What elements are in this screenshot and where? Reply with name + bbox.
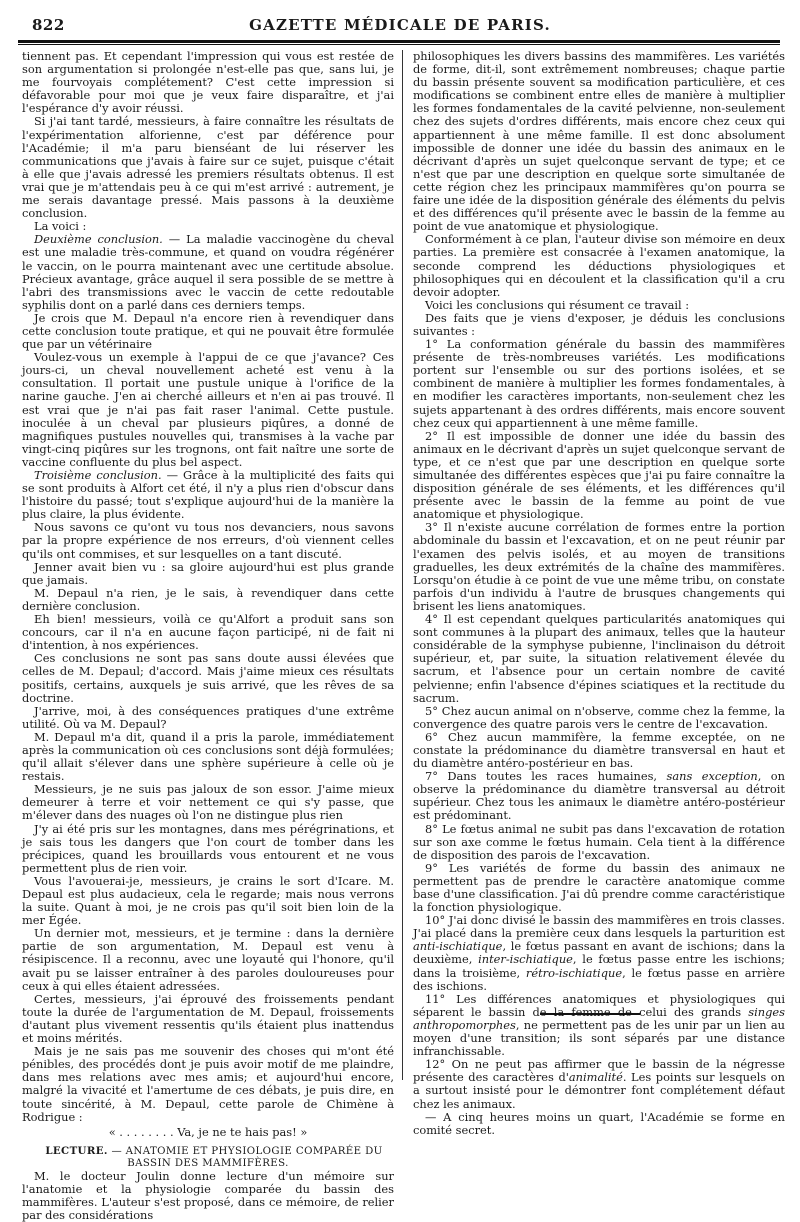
italic-run: rétro-ischiatique (525, 965, 623, 980)
conclusion-item: 8° Le fœtus animal ne subit pas dans l'excavation de rotation sur son axe comme le fœtus humain. Cela tient à la différence de disposition des parois de l'excavation. (413, 821, 785, 862)
paragraph-third-conclusion (22, 469, 394, 521)
italic-run: anti-ischiatique (413, 939, 503, 954)
italic-run: inter-ischiatique (478, 952, 573, 967)
column-divider (402, 50, 403, 1080)
paragraph: philosophiques les divers bassins des mammifères. Les variétés de forme, dit-il, sont extrêmement nombreuses; chaque partie du bassin présente souvent sa modification particulière, et ces modifications se combinent entre elles de manière à multiplier les formes fondamentales de la cavité pelvienne, non-seulement chez des sujets d'ordres différents, mais encore chez ceux qui appartiennent à une même famille. Il est donc absolument impossible de donner une idée du bassin des animaux en le décrivant d'après un sujet quelconque servant de type; et ce n'est que par une description en quelque sorte simultanée de cette région chez les principaux mammifères qu'on pourra se faire une idée de la disposition générale des éléments du pelvis et des différences qu'il présente avec le bassin de la femme au point de vue anatomique et physiologique. (413, 49, 785, 234)
text-run: , le fœtus passe en arrière des ischions. (413, 965, 785, 993)
paragraph: J'y ai été pris sur les montagnes, dans mes pérégrinations, et je sais tous les dangers que l'on court de tomber dans les précipices, quand les brouillards vous entourent et ne vous permettent plus de rien voir. (22, 821, 394, 875)
paragraph: Mais je ne sais pas me souvenir des choses qui m'ont été pénibles, des procédés dont je puis avoir motif de me plaindre, dans mes relations avec mes amis; et aujourd'hui encore, malgré la vivacité et l'amertume de ces débats, je puis dire, en toute sincérité, à M. Depaul, cette parole de Chimène à Rodrigue : (22, 1044, 394, 1124)
left-column (22, 49, 394, 1222)
conclusion-item: 2° Il est impossible de donner une idée du bassin des animaux en le décrivant d'après un sujet quelconque servant de type, et ce n'est que par une description en quelque sorte simultanée des différentes espèces que j'ai pu faire connaître la disposition générale de ses éléments, et les différences qu'il présente avec le bassin de la femme au point de vue anatomique et physiologique. (413, 428, 785, 522)
text-run: , ne permettent pas de les unir par un lien au moyen d'une transition; ils sont séparés par une distance infranchissable. (413, 1017, 785, 1059)
text-run: , le fœtus passe entre les ischions; dans la troisième, (413, 952, 785, 980)
conclusion-item: 6° Chez aucun mammifère, la femme exceptée, on ne constate la prédominance du diamètre transversal en haut et du diamètre antéro-postérieur en bas. (413, 729, 785, 771)
conclusion-item: 5° Chez aucun animal on n'observe, comme chez la femme, la convergence des quatre parois vers le centre de l'excavation. (413, 703, 785, 731)
end-rule (540, 1013, 640, 1015)
conclusion-text: — La maladie vaccinogène du cheval est une maladie très-commune, et quand on voudra régénérer le vaccin, on le pourra maintenant avec une certitude absolue. Précieux avantage, grâce auquel il sera possible de se mettre à l'abri des transmissions avec le vaccin de cette redoutable syphilis dont on a parlé dans ces derniers temps. (22, 232, 394, 312)
paragraph: Voulez-vous un exemple à l'appui de ce que j'avance? Ces jours-ci, un cheval nouvellement acheté est venu à la consultation. Il portait une pustule unique à l'orifice de la narine gauche. J'en ai cherché ailleurs et n'en ai pas trouvé. Il est vrai que je n'ai pas fait raser l'animal. Cette pustule. inoculée à un cheval par plusieurs piqûres, a donné de magnifiques pustules nouvelles qui, transmises à la vache par vingt-cinq piqûres sur les trognons, ont fait naître une sorte de vaccine confluente du plus bel aspect. (22, 350, 394, 469)
header-rule-thin (18, 44, 780, 45)
paragraph-closing: — A cinq heures moins un quart, l'Académie se forme en comité secret. (413, 1109, 785, 1137)
text-run: 11° Les différences anatomiques et physiologiques qui séparent le bassin de la femme de celui des grands (413, 991, 785, 1019)
paragraph: Eh bien! messieurs, voilà ce qu'Alfort a produit sans son concours, car il n'a en aucune façon participé, ni de fait ni d'intention, à nos expériences. (22, 612, 394, 653)
paragraph: Messieurs, je ne suis pas jaloux de son essor. J'aime mieux demeurer à terre et voir nettement ce qui s'y passe, que m'élever dans des nuages où l'on ne distingue plus rien (22, 782, 394, 823)
text-run: 7° Dans toutes les races humaines, (425, 769, 667, 784)
page-header (18, 8, 782, 36)
paragraph: Un dernier mot, messieurs, et je termine : dans la dernière partie de son argumentation, M. Depaul est venu à résipiscence. Il a reconnu, avec une loyauté qui l'honore, qu'il avait pu se laisser entraîner à des paroles douloureuses pour ceux à qui elles étaient adressées. (22, 926, 394, 993)
paragraph: tiennent pas. Et cependant l'impression qui vous est restée de son argumentation si prolongée n'est-elle pas que, sans lui, je me fourvoyais complétement? C'est cette impression si défavorable pour moi que je veux faire disparaître, et j'ai l'espérance d'y avoir réussi. (22, 49, 394, 116)
text-run: 12° On ne peut pas affirmer que le bassin de la négresse présente des caractères d' (413, 1057, 785, 1085)
paragraph-second-conclusion (22, 233, 394, 312)
paragraph: Ces conclusions ne sont pas sans doute aussi élevées que celles de M. Depaul; d'accord. Mais j'aime mieux ces résultats positifs, certains, auxquels je suis arrivé, que les rêves de sa doctrine. (22, 651, 394, 705)
paragraph: Certes, messieurs, j'ai éprouvé des froissements pendant toute la durée de l'argumentation de M. Depaul, froissements d'autant plus vivement ressentis qu'ils étaient plus inattendus et moins mérités. (22, 991, 394, 1046)
italic-run: animalité (568, 1070, 623, 1085)
running-title: GAZETTE MÉDICALE DE PARIS. (249, 16, 551, 34)
conclusion-item (413, 914, 785, 993)
conclusion-item: 1° La conformation générale du bassin des mammifères présente de très-nombreuses variétés. Les modifications portent sur l'ensemble ou sur des portions isolées, et se combinent de manière à multiplier les formes fondamentales, à en modifier les caractères importants, non-seulement chez les sujets appartenant à des ordres différents, mais encore souvent chez ceux qui appartiennent à une même famille. (413, 337, 785, 430)
conclusion-item: 3° Il n'existe aucune corrélation de formes entre la portion abdominale du bassin et l'excavation, et on ne peut réunir par l'examen des pelvis isolés, et au moyen de transitions graduelles, les deux extrémités de la chaîne des mammifères. Lorsqu'on étudie à ce point de vue une même tribu, on constate parfois d'un individu à l'autre de brusques changements qui brisent les liens anatomiques. (413, 520, 785, 613)
italic-run: singes anthropomorphes (413, 1004, 785, 1032)
conclusion-text: — Grâce à la multiplicité des faits qui se sont produits à Alfort cet été, il n'y a plus rien d'obscur dans l'histoire du passé; tout s'explique aujourd'hui de la manière la plus claire, la plus évidente. (22, 468, 394, 522)
paragraph: M. le docteur Joulin donne lecture d'un mémoire sur l'anatomie et la physiologie comparée du bassin des mammifères. L'auteur s'est proposé, dans ce mémoire, de relier par des considérations (22, 1168, 394, 1222)
conclusion-item (413, 1058, 785, 1110)
paragraph: La voici : (34, 219, 87, 234)
paragraph: Si j'ai tant tardé, messieurs, à faire connaître les résultats de l'expérimentation alforienne, c'est par déférence pour l'Académie; il m'a paru bienséant de lui réserver les communications que j'avais à faire sur ce sujet, puisque c'était à elle que j'avais adressé les premiers résultats obtenus. Il est vrai que je m'attendais peu à ce qui m'est arrivé : autrement, je me serais davantage pressé. Mais passons à la deuxième conclusion. (22, 114, 394, 221)
conclusion-item: 4° Il est cependant quelques particularités anatomiques qui sont communes à la plupart des animaux, telles que la hauteur considérable de la symphyse pubienne, l'inclinaison du détroit supérieur, et, par suite, la situation relativement élevée du sacrum, et l'absence pour un certain nombre de cavité pelvienne; enfin l'absence d'épines sciatiques et la rectitude du sacrum. (413, 612, 785, 705)
conclusion-heading: Deuxième conclusion. (34, 232, 163, 247)
paragraph: Des faits que je viens d'exposer, je déduis les conclusions suivantes : (413, 310, 785, 338)
paragraph: Voici les conclusions qui résument ce travail : (425, 297, 690, 312)
conclusion-item (413, 770, 785, 822)
conclusion-item: 9° Les variétés de forme du bassin des animaux ne permettent pas de prendre le caractère anatomique comme base d'une classification. J'ai dû prendre comme caractéristique la fonction physiologique. (413, 860, 785, 915)
conclusion-heading: Troisième conclusion. (34, 468, 162, 482)
paragraph: Je crois que M. Depaul n'a encore rien à revendiquer dans cette conclusion toute pratique, et qui ne pouvait être formulée que par un vétérinaire (22, 310, 394, 352)
right-column (413, 49, 786, 1137)
italic-run: sans exception (666, 769, 758, 784)
text-run: . Les points sur lesquels on a surtout insisté pour le démontrer font complétement défaut chez les animaux. (413, 1070, 785, 1111)
paragraph: Nous savons ce qu'ont vu tous nos devanciers, nous savons par la propre expérience de nos erreurs, d'où viennent celles qu'ils ont commises, et sur lesquelles on a tant discuté. (22, 520, 394, 561)
quotation: « . . . . . . . . Va, je ne te hais pas! » (108, 1124, 308, 1139)
page-number: 822 (32, 16, 65, 34)
conclusion-item (413, 993, 785, 1058)
paragraph: J'arrive, moi, à des conséquences pratiques d'une extrême utilité. Où va M. Depaul? (22, 703, 394, 731)
paragraph: Vous l'avouerai-je, messieurs, je crains le sort d'Icare. M. Depaul est plus audacieux, cela le regarde; mais nous verrons la suite. Quant à moi, je ne crois pas qu'il soit bien loin de la mer Égée. (22, 873, 394, 928)
paragraph: Conformément à ce plan, l'auteur divise son mémoire en deux parties. La première est consacrée à l'examen anatomique, la seconde comprend les déductions physiologiques et philosophiques qui en découlent et la classification qu'il a cru devoir adopter. (413, 232, 785, 299)
section-heading (22, 1145, 394, 1170)
text-run: , on observe la prédominance du diamètre transversal au détroit supérieur. Chez tous les animaux le diamètre antéro-postérieur est prédominant. (413, 769, 786, 823)
paragraph: Jenner avait bien vu : sa gloire aujourd'hui est plus grande que jamais. (22, 559, 394, 587)
paragraph: M. Depaul m'a dit, quand il a pris la parole, immédiatement après la communication où ces conclusions sont déjà formulées; qu'il allait s'élever dans une sphère supérieure à celle où je restais. (22, 729, 394, 784)
paragraph: M. Depaul n'a rien, je le sais, à revendiquer dans cette dernière conclusion. (22, 585, 394, 613)
text-run: , le fœtus passant en avant de ischions; dans la deuxième, (413, 939, 785, 967)
section-title: — ANATOMIE ET PHYSIOLOGIE COMPARÉE DU BASSIN DES MAMMIFÈRES. (107, 1145, 383, 1169)
text-run: 10° J'ai donc divisé le bassin des mammifères en trois classes. J'ai placé dans la première ceux dans lesquels la parturition est (413, 913, 785, 941)
section-label: LECTURE. (45, 1144, 108, 1157)
header-rule (18, 40, 780, 43)
